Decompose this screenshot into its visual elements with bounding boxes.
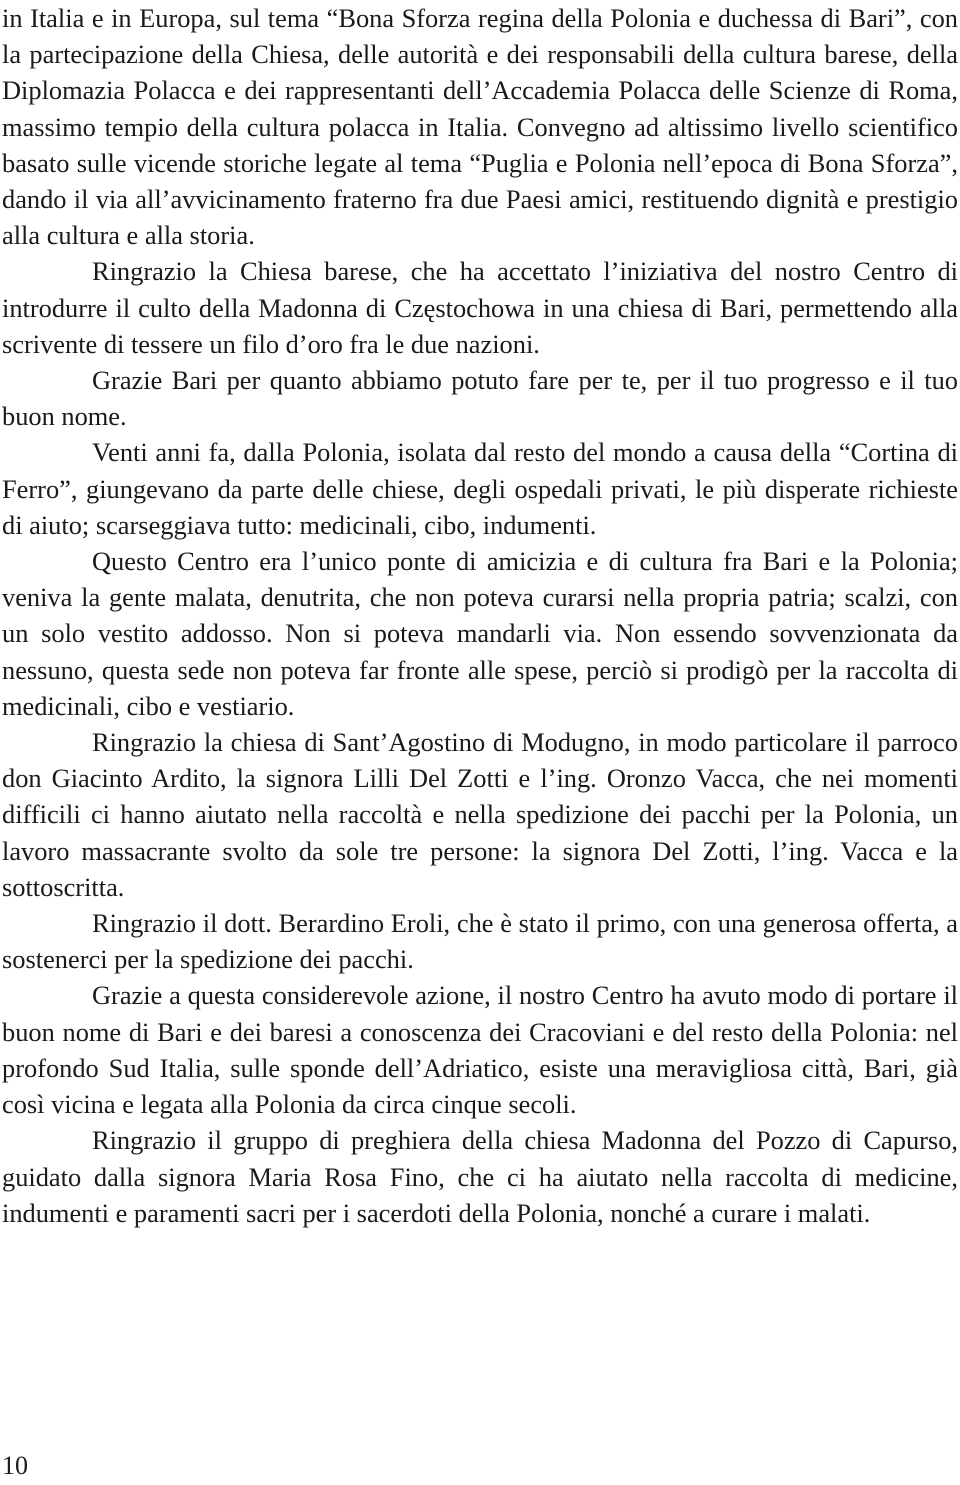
paragraph-good-name-bari: Grazie a questa considerevole azione, il nostro Centro ha avuto modo di portare il buon nome di Bari e dei baresi a conoscenza dei Cracoviani e del resto della Polonia: nel profondo Sud Italia, sulle sponde dell’Adriatico, esiste una meravigliosa città, Bari, già così vicina e legata alla Polonia da circa cinque secoli. (2, 980, 958, 1120)
paragraph-thanks-modugno: Ringrazio la chiesa di Sant’Agostino di Modugno, in modo particolare il parroco don Giacinto Ardito, la signora Lilli Del Zotti e l’ing. Oronzo Vacca, che nei momenti difficili ci hanno aiutato nella raccoltà e nella spedizione dei pacchi per la Polonia, un lavoro massacrante svolto da sole tre persone: la signora Del Zotti, l’ing. Vacca e la sottoscritta. (2, 727, 958, 902)
body-text (2, 0, 958, 1231)
paragraph-twenty-years-ago: Venti anni fa, dalla Polonia, isolata dal resto del mondo a causa della “Cortina di Ferro”, giungevano da parte delle chiese, degli ospedali privati, le più disperate richieste di aiuto; scarseggiava tutto: medicinali, cibo, indumenti. (2, 437, 958, 540)
paragraph-centre-bridge: Questo Centro era l’unico ponte di amicizia e di cultura fra Bari e la Polonia; veniva la gente malata, denutrita, che non poteva curarsi nella propria patria; scalzi, con un solo vestito addosso. Non si poteva mandarli via. Non essendo sovvenzionata da nessuno, questa sede non poteva far fronte alle spese, perciò si prodigò per la raccolta di medicinali, cibo e vestiario. (2, 546, 958, 721)
paragraph-continuation: in Italia e in Europa, sul tema “Bona Sforza regina della Polonia e duchessa di Bari”, con la partecipazione della Chiesa, delle autorità e dei responsabili della cultura barese, della Diplomazia Polacca e dei rappresentanti dell’Accademia Polacca delle Scienze di Roma, massimo tempio della cultura polacca in Italia. Convegno ad altissimo livello scientifico basato sulle vicende storiche legate al tema “Puglia e Polonia nell’epoca di Bona Sforza”, dando il via all’avvicinamento fraterno fra due Paesi amici, restituendo dignità e prestigio alla cultura e alla storia. (2, 3, 958, 251)
paragraph-thanks-bari: Grazie Bari per quanto abbiamo potuto fare per te, per il tuo progresso e il tuo buon nome. (2, 365, 958, 432)
page-number: 10 (2, 1451, 28, 1480)
paragraph-thanks-bari-church: Ringrazio la Chiesa barese, che ha accettato l’iniziativa del nostro Centro di introdurre il culto della Madonna di Częstochowa in una chiesa di Bari, permettendo alla scrivente di tessere un filo d’oro fra le due nazioni. (2, 256, 958, 359)
paragraph-thanks-capurso: Ringrazio il gruppo di preghiera della chiesa Madonna del Pozzo di Capurso, guidato dalla signora Maria Rosa Fino, che ci ha aiutato nella raccolta di medicine, indumenti e paramenti sacri per i sacerdoti della Polonia, nonché a curare i malati. (2, 1125, 958, 1228)
paragraph-thanks-eroli: Ringrazio il dott. Berardino Eroli, che è stato il primo, con una generosa offerta, a sostenerci per la spedizione dei pacchi. (2, 908, 958, 975)
